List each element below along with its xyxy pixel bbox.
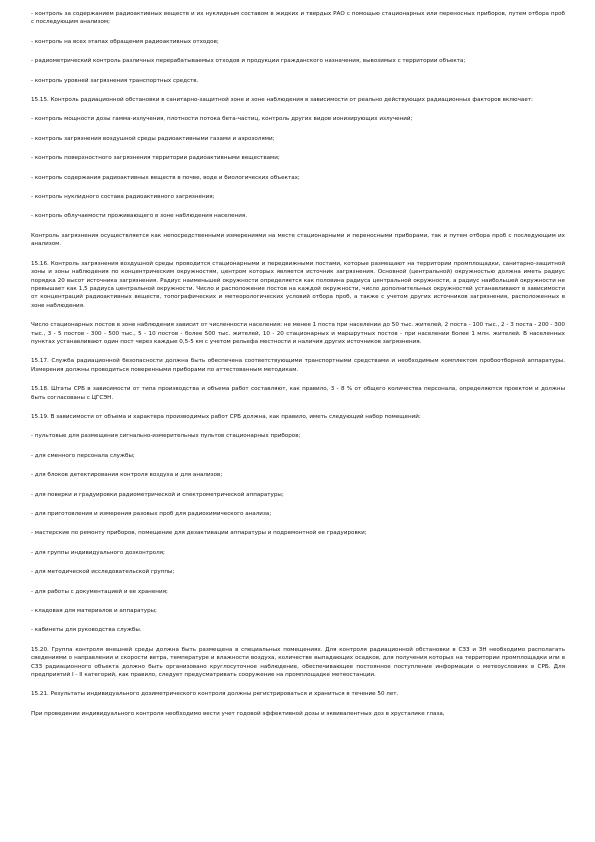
paragraph-bullet-1: - контроль за содержанием радиоактивных веществ и их нуклидным составом в жидких и твердых РАО с помощью стационарных или переносных приборов, путем отбора проб с последующим анализом; — [31, 11, 565, 26]
paragraph-bullet-7: - контроль поверхностного загрязнения территории радиоактивными веществами; — [31, 155, 280, 162]
paragraph-section-15-21: 15.21. Результаты индивидуального дозиметрического контроля должны регистрироваться и храниться в течение 50 лет. — [31, 691, 399, 698]
paragraph-section-15-19: 15.19. В зависимости от объема и характера производимых работ СРБ должна, как правило, иметь следующий набор помещений: — [31, 413, 421, 420]
paragraph-bullet-10: - контроль облучаемости проживающего в зоне наблюдения населения. — [31, 213, 248, 220]
paragraph-room-11: - кабинеты для руководства службы. — [31, 627, 142, 634]
paragraph-contamination-control: Контроль загрязнения осуществляется как непосредственными измерениями на месте стационарными и переносными приборами, так и путем отбора проб с последующим их анализом. — [31, 232, 565, 248]
paragraph-bullet-2: - контроль на всех этапах обращения радиоактивных отходов; — [31, 38, 219, 45]
paragraph-bullet-4: - контроль уровней загрязнения транспортных средств. — [31, 77, 199, 84]
paragraph-bullet-5: - контроль мощности дозы гамма-излучения, плотности потока бета-частиц, контроль других видов ионизирующих излучений; — [31, 116, 413, 123]
paragraph-room-1: - пультовые для размещения сигнально-измерительных пультов стационарных приборов; — [31, 433, 301, 440]
paragraph-room-2: - для сменного персонала службы; — [31, 452, 135, 459]
paragraph-section-15-17: 15.17. Служба радиационной безопасности должна быть обеспечена соответствующими транспортными средствами и необходимым комплектом пробоотборной аппаратуры. Измерения должны проводиться поверенными приборами по аттестованным методикам. — [31, 358, 565, 373]
paragraph-room-9: - для работы с документацией и ее хранения; — [31, 588, 168, 595]
document-page — [31, 10, 565, 718]
paragraph-room-4: - для поверки и градуировки радиометрической и спектрометрической аппаратуры; — [31, 491, 284, 498]
paragraph-room-7: - для группы индивидуального дозконтроля; — [31, 549, 165, 556]
paragraph-bullet-8: - контроль содержания радиоактивных веществ в почве, воде и биологических объектах; — [31, 174, 300, 181]
paragraph-section-15-18: 15.18. Штаты СРБ в зависимости от типа производства и объема работ составляют, как правило, 3 - 8 % от общего количества персонала, определяются проектом и должны быть согласованы с ЦГСЭН. — [31, 386, 565, 401]
paragraph-room-10: - кладовая для материалов и аппаратуры; — [31, 608, 157, 615]
paragraph-section-15-16: 15.16. Контроль загрязнения воздушной среды проводится стационарными и передвижными постами, которые размещают на территории промплощадки, санитарно-защитной зоны и зоны наблюдения по концентрическим окружностям, центром которых является источник загрязнения. Основной (центральной) окружностью должна иметь радиус порядка 20 высот источника загрязнения. Радиус наименьшей окружности определяется как половина радиуса центральной окружности, а радиус наибольшей окружности не превышает как 1,5 радиуса центральной окружности. Число и расположение постов на каждой окружности, число дополнительных окружностей устанавливают в зависимости от концентраций радиоактивных веществ, топографических и метеорологических условий отбора проб, а также с учетом других источников загрязнения, расположенных в зоне наблюдения. — [31, 260, 565, 309]
paragraph-room-5: - для приготовления и измерения разовых проб для радиохимического анализа; — [31, 511, 272, 517]
paragraph-room-6: - мастерские по ремонту приборов, помещение для дезактивации аппаратуры и подремонтной ее градуировки; — [31, 530, 367, 537]
paragraph-section-15-20: 15.20. Группа контроля внешней среды должна быть размещена в специальных помещениях. Для контроля радиационной обстановки в СЗЗ и ЗН необходимо располагать сведениями о направлении и скорости ветра, температуре и влажности воздуха, количестве выпадающих осадков, для получения которых на территории промплощадки или в СЗЗ радиационного объекта должно быть организовано круглосуточное наблюдение, обеспечивающее постоянное поступление информации о метеоусловиях в СРБ. Для предприятий I - II категорий, как правило, следует предусматривать сооружение на промплощадке метеостанции. — [31, 646, 565, 679]
paragraph-individual-control: При проведении индивидуального контроля необходимо вести учет годовой эффективной дозы и эквивалентных доз в хрусталике глаза, — [31, 710, 445, 717]
paragraph-bullet-6: - контроль загрязнения воздушной среды радиоактивными газами и аэрозолями; — [31, 135, 275, 142]
paragraph-section-15-15: 15.15. Контроль радиационной обстановки в санитарно-защитной зоне и зоне наблюдения в зависимости от реально действующих радиационных факторов включает: — [31, 97, 533, 104]
paragraph-station-count: Число стационарных постов в зоне наблюдения зависит от численности населения: не менее 1 поста при населении до 50 тыс. жителей, 2 поста - 100 тыс., 2 - 3 поста - 200 - 300 тыс., 3 - 5 постов - 300 - 500 тыс., 5 - 10 постов - более 500 тыс. жителей, 10 - 20 стационарных и маршрутных постов - при населении более 1 млн. жителей. В населенных пунктах устанавливают один пост через каждые 0,5-5 км с учетом рельефа местности и наличия других источников загрязнения. — [31, 322, 565, 345]
paragraph-bullet-9: - контроль нуклидного состава радиоактивного загрязнения; — [31, 194, 215, 201]
paragraph-room-3: - для блоков детектирования контроля воздуха и для анализов; — [31, 472, 223, 479]
paragraph-bullet-3: - радиометрический контроль различных перерабатываемых отходов и продукции гражданского назначения, вывозимых с территории объекта; — [31, 58, 466, 65]
paragraph-room-8: - для методической исследовательской группы; — [31, 569, 175, 576]
